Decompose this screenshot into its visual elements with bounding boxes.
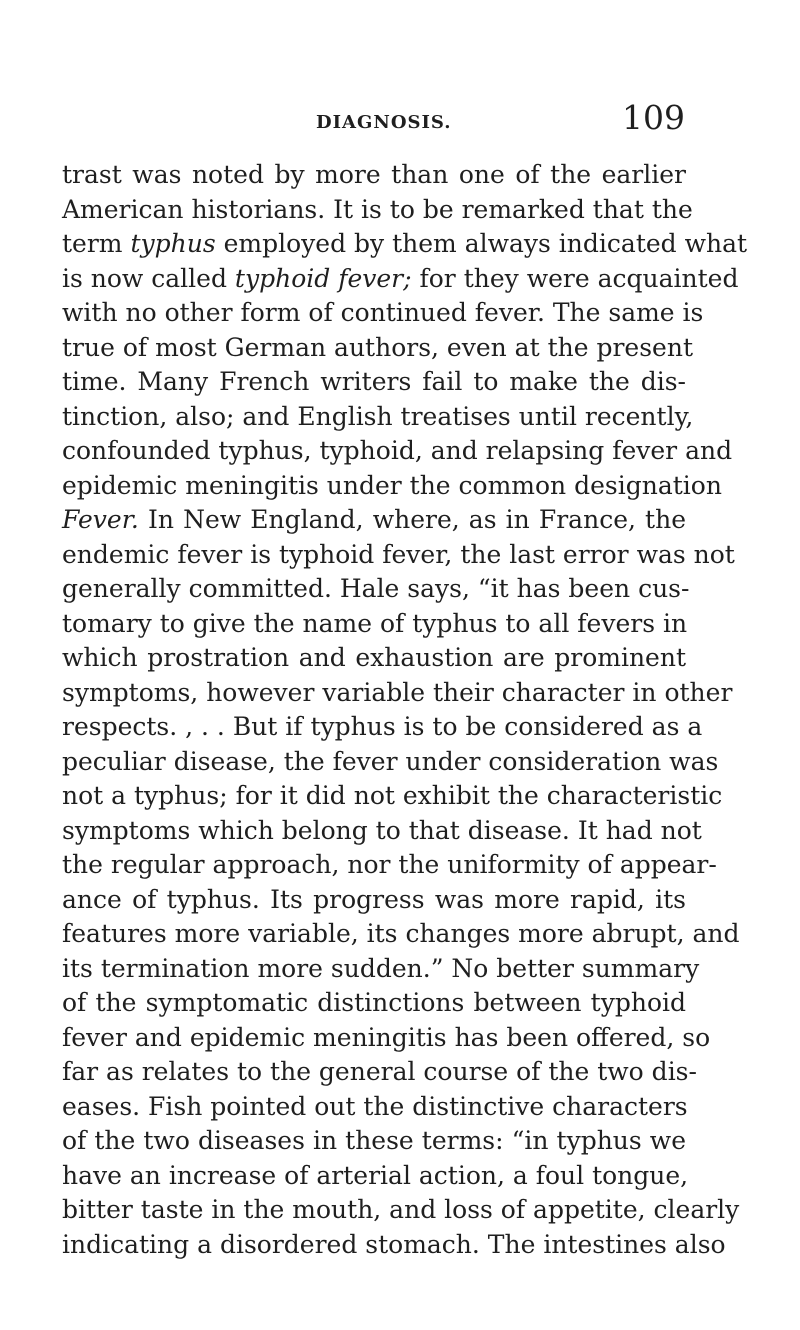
text-line xyxy=(62,400,694,435)
text-segment: fever and epidemic meningitis has been offered, so xyxy=(62,1022,711,1052)
text-line xyxy=(62,1055,697,1090)
text-segment: not a typhus; for it did not exhibit the characteristic xyxy=(62,781,723,810)
text-segment: the regular approach, nor the uniformity of appear- xyxy=(62,850,717,879)
text-line xyxy=(62,1228,726,1263)
text-line xyxy=(62,814,702,849)
text-segment: of the two diseases in these terms: “in typhus we xyxy=(62,1126,686,1155)
running-title: DIAGNOSIS. xyxy=(316,112,452,133)
text-line xyxy=(62,607,686,642)
italic-text: Fever. xyxy=(62,505,139,534)
text-segment: symptoms which belong to that disease. It had not xyxy=(62,815,702,845)
page-number: 109 xyxy=(622,98,685,137)
text-line xyxy=(62,469,722,504)
text-line xyxy=(62,434,733,469)
text-line xyxy=(62,262,739,297)
text-line xyxy=(62,986,686,1021)
text-segment: true of most German authors, even at the present xyxy=(62,332,693,362)
text-line xyxy=(62,917,740,952)
text-segment: for they were acquainted xyxy=(411,263,739,293)
running-head xyxy=(300,98,685,141)
text-segment: have an increase of arterial action, a foul tongue, xyxy=(62,1160,689,1190)
text-segment: American historians. It is to be remarked that the xyxy=(62,194,693,224)
text-segment: endemic fever is typhoid fever, the last error was not xyxy=(62,539,735,569)
italic-text: typhoid fever; xyxy=(234,263,412,293)
body-text xyxy=(62,158,748,1262)
text-line xyxy=(62,883,686,918)
text-segment: term xyxy=(62,229,131,258)
text-line xyxy=(62,641,686,676)
text-segment: is now called xyxy=(62,263,235,293)
text-line xyxy=(62,538,735,573)
text-line xyxy=(62,158,686,193)
text-segment: respects. , . . But if typhus is to be considered as a xyxy=(62,712,703,741)
text-segment: ance of typhus. Its progress was more rapid, its xyxy=(62,884,686,914)
text-line xyxy=(62,331,693,366)
text-segment: employed by them always indicated what xyxy=(215,229,748,258)
text-segment: of the symptomatic distinctions between typhoid xyxy=(62,988,686,1017)
text-segment: In New England, where, as in France, the xyxy=(138,505,686,534)
text-segment: features more variable, its changes more abrupt, and xyxy=(62,919,740,948)
text-segment: confounded typhus, typhoid, and relapsing fever and xyxy=(62,436,733,465)
text-segment: with no other form of continued fever. The same is xyxy=(62,298,704,327)
text-segment: which prostration and exhaustion are prominent xyxy=(62,643,686,672)
text-segment: trast was noted by more than one of the earlier xyxy=(62,160,686,189)
text-line xyxy=(62,1124,686,1159)
text-segment: its termination more sudden.” No better summary xyxy=(62,953,700,983)
text-line xyxy=(62,952,700,987)
text-line xyxy=(62,676,733,711)
text-segment: time. Many French writers fail to make the dis- xyxy=(62,367,686,396)
text-segment: generally committed. Hale says, “it has been cus- xyxy=(62,574,690,603)
text-segment: symptoms, however variable their character in other xyxy=(62,677,733,707)
text-segment: epidemic meningitis under the common designation xyxy=(62,470,722,500)
text-line xyxy=(62,296,704,331)
text-segment: eases. Fish pointed out the distinctive characters xyxy=(62,1091,688,1121)
text-segment: tomary to give the name of typhus to all fevers in xyxy=(62,608,688,638)
text-line xyxy=(62,745,719,780)
text-line xyxy=(62,227,748,262)
text-line xyxy=(62,779,723,814)
text-line xyxy=(62,1193,740,1228)
text-segment: tinction, also; and English treatises until recently, xyxy=(62,401,694,431)
text-line xyxy=(62,1021,711,1056)
text-segment: far as relates to the general course of the two dis- xyxy=(62,1057,697,1086)
text-line xyxy=(62,572,690,607)
text-line xyxy=(62,1090,686,1125)
text-line xyxy=(62,710,703,745)
text-line xyxy=(62,848,717,883)
text-segment: indicating a disordered stomach. The intestines also xyxy=(62,1229,726,1259)
text-segment: peculiar disease, the fever under consideration was xyxy=(62,746,719,776)
italic-text: typhus xyxy=(130,229,216,258)
text-line xyxy=(62,1159,689,1194)
text-line xyxy=(62,193,693,228)
text-line xyxy=(62,503,686,538)
text-line xyxy=(62,365,686,400)
text-segment: bitter taste in the mouth, and loss of appetite, clearly xyxy=(62,1195,740,1224)
